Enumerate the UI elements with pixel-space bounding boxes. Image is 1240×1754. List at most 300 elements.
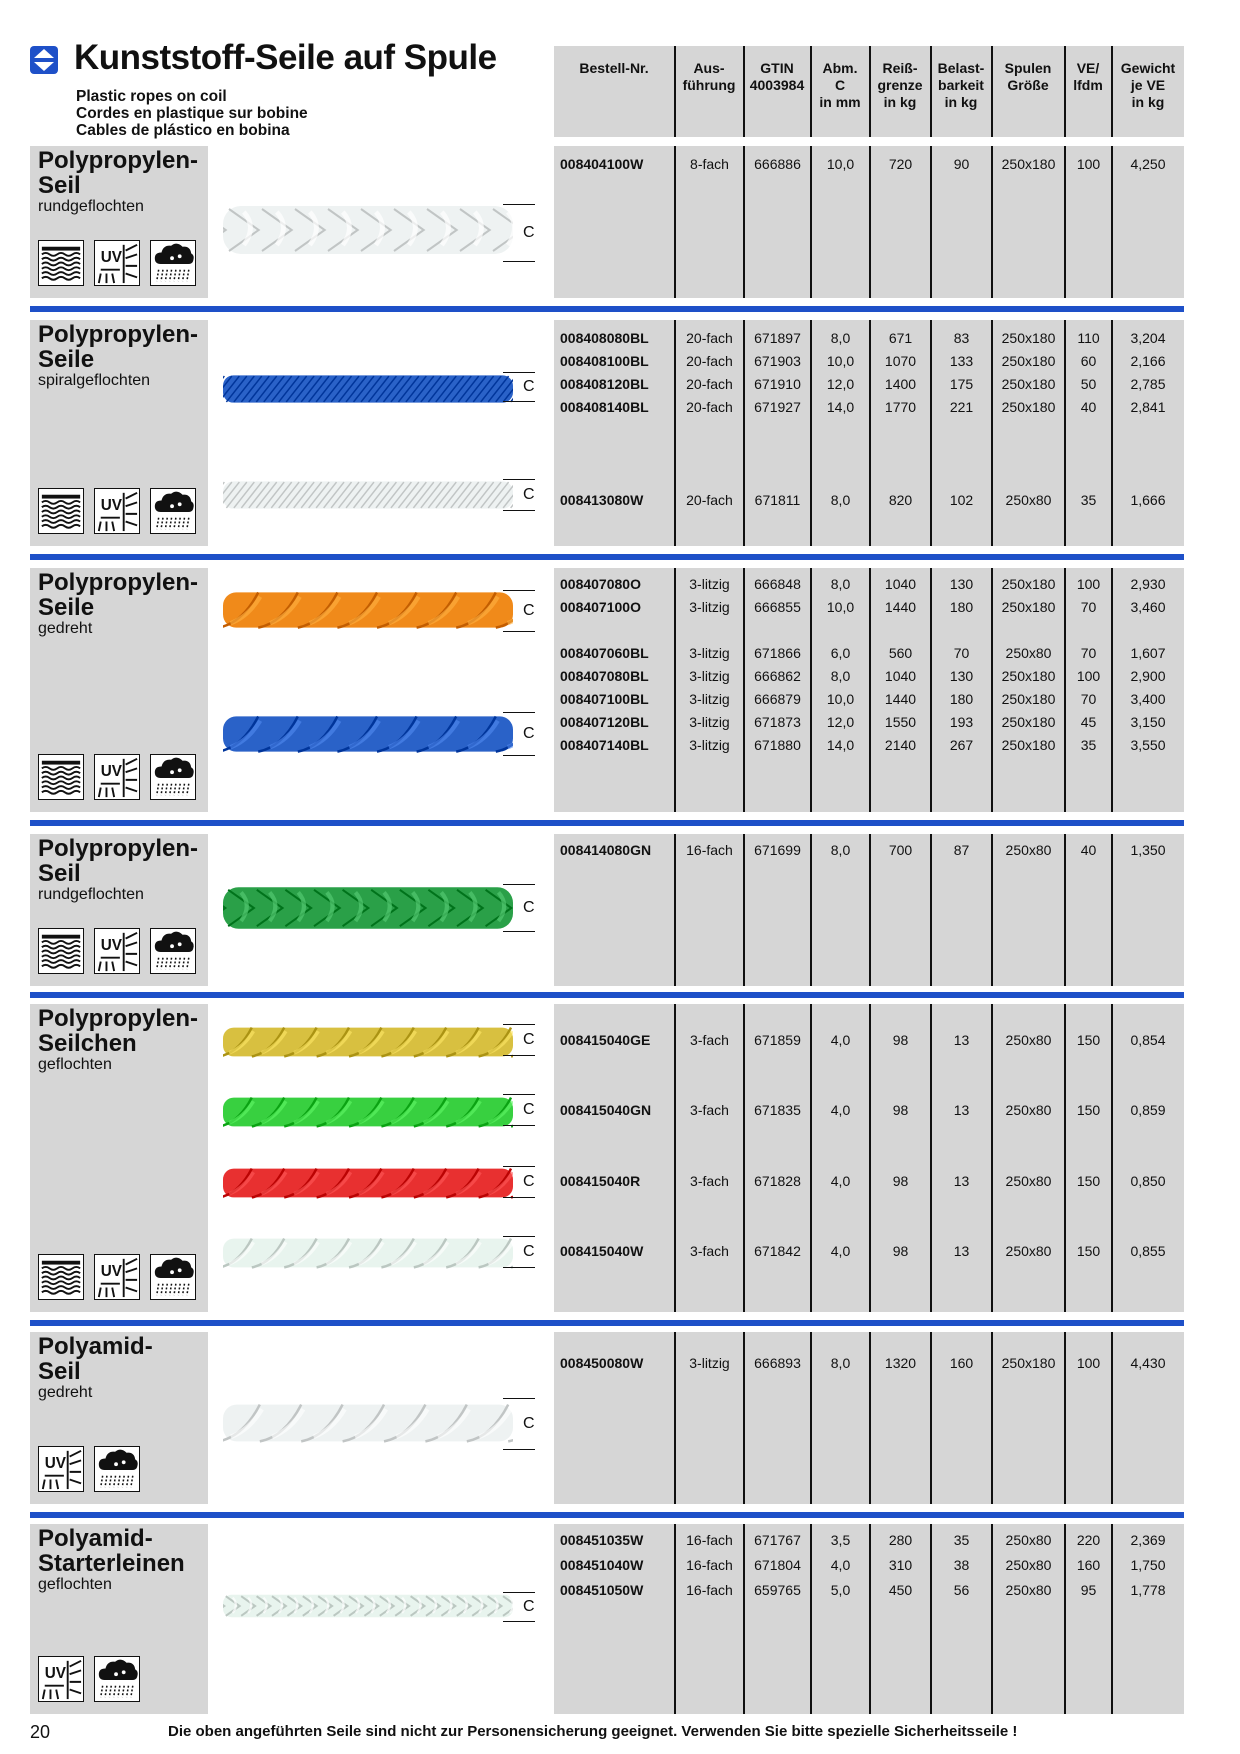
table-cell: 671910: [754, 376, 801, 392]
order-number: 008451050W: [560, 1582, 644, 1598]
table-cell: 3-litzig: [689, 668, 730, 684]
table-cell: 250x180: [1001, 576, 1056, 592]
table-cell: 820: [888, 492, 913, 508]
table-cell: 666879: [754, 691, 801, 707]
table-cell: 3-fach: [690, 1173, 729, 1189]
weather-resistant-icon: [150, 928, 196, 974]
section-title: Polyamid- Seil: [38, 1333, 153, 1385]
table-cell: 180: [949, 599, 974, 615]
dimension-bracket: [503, 1166, 535, 1198]
table-cell: 16-fach: [686, 842, 733, 858]
order-number: 008414080GN: [560, 842, 652, 858]
table-cell: 70: [1080, 691, 1097, 707]
table-cell: 16-fach: [686, 1532, 733, 1548]
table-cell: 1070: [884, 353, 917, 369]
brand-logo: [30, 46, 58, 74]
table-cell: 83: [953, 330, 970, 346]
table-cell: 2,841: [1130, 399, 1166, 415]
section-panel: [30, 568, 208, 812]
column-divider: [1111, 46, 1113, 137]
column-divider: [930, 1524, 932, 1714]
table-cell: 250x180: [1001, 156, 1056, 172]
table-cell: 3-fach: [690, 1032, 729, 1048]
order-number: 008415040R: [560, 1173, 641, 1189]
section-subtitle: gedreht: [38, 620, 93, 637]
th-load: [931, 60, 991, 111]
table-cell: 700: [888, 842, 913, 858]
table-cell: 95: [1080, 1582, 1097, 1598]
table-cell: 35: [953, 1532, 970, 1548]
table-cell: 175: [949, 376, 974, 392]
column-divider: [743, 46, 745, 137]
table-cell: 35: [1080, 492, 1097, 508]
table-cell: 20-fach: [686, 353, 733, 369]
table-cell: 671767: [754, 1532, 801, 1548]
dimension-bracket: [503, 712, 535, 756]
table-cell: 450: [888, 1582, 913, 1598]
column-divider: [1064, 46, 1066, 137]
order-number: 008408120BL: [560, 376, 649, 392]
water-resistant-icon: [38, 240, 84, 286]
weather-resistant-icon: [94, 1656, 140, 1702]
section-panel: [30, 320, 208, 546]
section-panel: [30, 1332, 208, 1504]
order-number: 008407080O: [560, 576, 641, 592]
section-title: Polypropylen- Seil: [38, 835, 199, 887]
table-cell: 280: [888, 1532, 913, 1548]
dimension-bracket: [503, 479, 535, 511]
order-number: 008415040W: [560, 1243, 644, 1259]
rope-image: [223, 1235, 513, 1271]
weather-resistant-icon: [150, 1254, 196, 1300]
table-cell: 98: [892, 1243, 909, 1259]
table-cell: 100: [1076, 576, 1101, 592]
subtitle-fr: Cordes en plastique sur bobine: [76, 105, 308, 122]
rope-image: [223, 372, 513, 406]
order-number: 008415040GN: [560, 1102, 652, 1118]
order-number: 008413080W: [560, 492, 644, 508]
table-cell: 1040: [884, 576, 917, 592]
table-cell: 250x180: [1001, 353, 1056, 369]
table-cell: 14,0: [826, 399, 855, 415]
section-subtitle: rundgeflochten: [38, 198, 144, 215]
table-cell: 1440: [884, 599, 917, 615]
table-cell: 3-litzig: [689, 599, 730, 615]
section-title: Polypropylen- Seilchen: [38, 1005, 199, 1057]
table-cell: 671927: [754, 399, 801, 415]
table-cell: 13: [953, 1173, 970, 1189]
dimension-label: C: [523, 1415, 535, 1432]
table-cell: 659765: [754, 1582, 801, 1598]
table-cell: 90: [953, 156, 970, 172]
section-title: Polyamid- Starterleinen: [38, 1525, 185, 1577]
column-divider: [743, 1524, 745, 1714]
table-cell: 0,855: [1130, 1243, 1166, 1259]
table-cell: 10,0: [826, 353, 855, 369]
section-subtitle: gedreht: [38, 1384, 93, 1401]
table-cell: 12,0: [826, 714, 855, 730]
dimension-label: C: [523, 602, 535, 619]
table-cell: 250x80: [1005, 1102, 1052, 1118]
table-cell: 1320: [884, 1355, 917, 1371]
table-cell: 13: [953, 1243, 970, 1259]
rope-image: [223, 1094, 513, 1130]
table-cell: 45: [1080, 714, 1097, 730]
rope-image: [223, 1592, 513, 1620]
column-divider: [810, 46, 812, 137]
table-cell: 8,0: [830, 668, 851, 684]
water-resistant-icon: [38, 754, 84, 800]
table-cell: 4,0: [830, 1243, 851, 1259]
section-separator: [30, 1320, 1184, 1326]
table-cell: 1550: [884, 714, 917, 730]
table-cell: 2,900: [1130, 668, 1166, 684]
table-cell: 310: [888, 1557, 913, 1573]
section-panel: [30, 1004, 208, 1312]
dimension-label: C: [523, 378, 535, 395]
table-cell: 20-fach: [686, 376, 733, 392]
table-cell: 180: [949, 691, 974, 707]
th-breaking: [870, 60, 930, 111]
column-divider: [991, 1004, 993, 1312]
table-cell: 100: [1076, 156, 1101, 172]
table-cell: 720: [888, 156, 913, 172]
table-cell: 3-litzig: [689, 737, 730, 753]
th-dim: [811, 60, 869, 111]
water-resistant-icon: [38, 488, 84, 534]
table-cell: 110: [1077, 330, 1100, 346]
table-cell: 671873: [754, 714, 801, 730]
column-divider: [810, 1524, 812, 1714]
table-cell: 250x180: [1001, 668, 1056, 684]
dimension-bracket: [503, 590, 535, 632]
table-cell: 250x180: [1001, 599, 1056, 615]
section-title: Polypropylen- Seil: [38, 147, 199, 199]
order-number: 008408140BL: [560, 399, 649, 415]
table-cell: 0,850: [1130, 1173, 1166, 1189]
table-cell: 1770: [884, 399, 917, 415]
dimension-bracket: [503, 1236, 535, 1268]
table-cell: 4,430: [1130, 1355, 1166, 1371]
order-number: 008407120BL: [560, 714, 649, 730]
table-cell: 10,0: [826, 599, 855, 615]
page-number: 20: [30, 1722, 51, 1742]
column-divider: [991, 46, 993, 137]
column-divider: [1064, 1004, 1066, 1312]
table-cell: 3-fach: [690, 1102, 729, 1118]
th-coil-text: Spulen Größe: [1004, 60, 1052, 93]
table-cell: 8,0: [830, 576, 851, 592]
table-cell: 16-fach: [686, 1557, 733, 1573]
table-cell: 671842: [754, 1243, 801, 1259]
rope-image: [223, 1024, 513, 1060]
th-gtin-text: GTIN 4003984: [749, 60, 805, 93]
weather-resistant-icon: [94, 1446, 140, 1492]
th-order-no: Bestell-Nr.: [579, 60, 649, 76]
section-title: Polypropylen- Seile: [38, 321, 199, 373]
order-number: 008407100O: [560, 599, 641, 615]
table-cell: 250x80: [1005, 1532, 1052, 1548]
table-cell: 1,750: [1130, 1557, 1166, 1573]
table-cell: 1,666: [1130, 492, 1166, 508]
table-cell: 40: [1080, 399, 1097, 415]
table-cell: 3,400: [1130, 691, 1166, 707]
th-pu: [1065, 60, 1111, 94]
table-cell: 3,204: [1130, 330, 1166, 346]
order-number: 008408080BL: [560, 330, 649, 346]
column-divider: [674, 46, 676, 137]
subtitle-en: Plastic ropes on coil: [76, 88, 227, 105]
table-cell: 3-litzig: [689, 645, 730, 661]
table-cell: 2,369: [1130, 1532, 1166, 1548]
table-cell: 20-fach: [686, 492, 733, 508]
table-cell: 3-litzig: [689, 714, 730, 730]
uv-resistant-icon: [94, 754, 140, 800]
section-subtitle: geflochten: [38, 1576, 112, 1593]
table-cell: 133: [949, 353, 974, 369]
weather-resistant-icon: [150, 754, 196, 800]
table-cell: 100: [1076, 1355, 1101, 1371]
rope-image: [223, 478, 513, 512]
column-divider: [869, 46, 871, 137]
order-number: 008404100W: [560, 156, 644, 172]
table-cell: 102: [949, 492, 974, 508]
table-cell: 130: [949, 576, 974, 592]
uv-resistant-icon: [38, 1446, 84, 1492]
column-divider: [1111, 1524, 1113, 1714]
table-cell: 1440: [884, 691, 917, 707]
table-cell: 250x180: [1001, 691, 1056, 707]
table-cell: 221: [949, 399, 974, 415]
table-cell: 250x180: [1001, 330, 1056, 346]
table-cell: 2140: [884, 737, 917, 753]
svg-text:UV: UV: [100, 497, 122, 515]
dimension-bracket: [503, 884, 535, 932]
dimension-label: C: [523, 1173, 535, 1190]
svg-text:UV: UV: [44, 1665, 66, 1683]
table-cell: 250x180: [1001, 737, 1056, 753]
section-panel: [30, 1524, 208, 1714]
table-cell: 671859: [754, 1032, 801, 1048]
table-cell: 4,0: [830, 1557, 851, 1573]
table-cell: 40: [1080, 842, 1097, 858]
table-cell: 250x180: [1001, 714, 1056, 730]
table-cell: 8,0: [830, 1355, 851, 1371]
subtitle-es: Cables de plástico en bobina: [76, 122, 290, 139]
table-cell: 671828: [754, 1173, 801, 1189]
table-cell: 1,350: [1130, 842, 1166, 858]
table-cell: 250x80: [1005, 1032, 1052, 1048]
table-cell: 250x180: [1001, 1355, 1056, 1371]
column-divider: [674, 1004, 676, 1312]
column-divider: [869, 1524, 871, 1714]
table-cell: 3,460: [1130, 599, 1166, 615]
order-number: 008407080BL: [560, 668, 649, 684]
weather-resistant-icon: [150, 488, 196, 534]
water-resistant-icon: [38, 1254, 84, 1300]
table-cell: 160: [949, 1355, 974, 1371]
table-cell: 98: [892, 1032, 909, 1048]
table-cell: 666886: [754, 156, 801, 172]
dimension-label: C: [523, 1101, 535, 1118]
th-execution-text: Aus- führung: [682, 60, 736, 93]
table-cell: 20-fach: [686, 330, 733, 346]
section-separator: [30, 820, 1184, 826]
column-divider: [930, 1004, 932, 1312]
dimension-bracket: [503, 204, 535, 262]
svg-text:UV: UV: [100, 249, 122, 267]
table-cell: 1,607: [1130, 645, 1166, 661]
dimension-bracket: [503, 1094, 535, 1126]
order-number: 008407060BL: [560, 645, 649, 661]
rope-image: [223, 1165, 513, 1201]
svg-text:UV: UV: [100, 937, 122, 955]
table-cell: 150: [1076, 1032, 1101, 1048]
table-cell: 150: [1076, 1173, 1101, 1189]
column-divider: [991, 1524, 993, 1714]
table-cell: 671811: [754, 492, 801, 508]
dimension-label: C: [523, 1598, 535, 1615]
th-dim-text: Abm. C in mm: [819, 60, 861, 110]
page-title: Kunststoff-Seile auf Spule: [74, 38, 497, 77]
dimension-bracket: [503, 372, 535, 402]
order-number: 008407140BL: [560, 737, 649, 753]
rope-image: [223, 588, 513, 632]
table-cell: 16-fach: [686, 1582, 733, 1598]
table-cell: 6,0: [830, 645, 851, 661]
table-cell: 3-litzig: [689, 1355, 730, 1371]
table-cell: 671880: [754, 737, 801, 753]
order-number: 008451035W: [560, 1532, 644, 1548]
rope-image: [223, 712, 513, 756]
dimension-label: C: [523, 1243, 535, 1260]
table-cell: 2,166: [1130, 353, 1166, 369]
th-weight-text: Gewicht je VE in kg: [1120, 60, 1176, 110]
table-cell: 666893: [754, 1355, 801, 1371]
order-number: 008408100BL: [560, 353, 649, 369]
table-cell: 2,785: [1130, 376, 1166, 392]
table-cell: 0,859: [1130, 1102, 1166, 1118]
table-cell: 4,250: [1130, 156, 1166, 172]
rope-image: [223, 200, 513, 260]
table-cell: 14,0: [826, 737, 855, 753]
svg-text:UV: UV: [100, 763, 122, 781]
section-separator: [30, 1512, 1184, 1518]
table-cell: 38: [953, 1557, 970, 1573]
table-cell: 130: [949, 668, 974, 684]
table-cell: 250x80: [1005, 1173, 1052, 1189]
section-subtitle: geflochten: [38, 1056, 112, 1073]
table-cell: 4,0: [830, 1102, 851, 1118]
section-panel: [30, 834, 208, 986]
table-cell: 666848: [754, 576, 801, 592]
table-cell: 150: [1076, 1102, 1101, 1118]
section-title: Polypropylen- Seile: [38, 569, 199, 621]
column-divider: [869, 1004, 871, 1312]
rope-image: [223, 1400, 513, 1446]
column-divider: [930, 46, 932, 137]
table-cell: 150: [1076, 1243, 1101, 1259]
column-divider: [810, 1004, 812, 1312]
column-divider: [674, 1524, 676, 1714]
table-cell: 1400: [884, 376, 917, 392]
table-cell: 13: [953, 1032, 970, 1048]
table-cell: 10,0: [826, 691, 855, 707]
table-cell: 250x80: [1005, 842, 1052, 858]
svg-text:UV: UV: [44, 1455, 66, 1473]
table-cell: 0,854: [1130, 1032, 1166, 1048]
table-cell: 3,5: [830, 1532, 851, 1548]
column-divider: [743, 1004, 745, 1312]
order-number: 008415040GE: [560, 1032, 651, 1048]
table-cell: 70: [953, 645, 970, 661]
table-cell: 3,550: [1130, 737, 1166, 753]
table-cell: 60: [1080, 353, 1097, 369]
section-separator: [30, 992, 1184, 998]
th-coil: [992, 60, 1064, 94]
column-divider: [1064, 1524, 1066, 1714]
table-cell: 1,778: [1130, 1582, 1166, 1598]
table-cell: 13: [953, 1102, 970, 1118]
table-cell: 56: [953, 1582, 970, 1598]
th-execution: [675, 60, 743, 94]
table-cell: 3-litzig: [689, 691, 730, 707]
table-cell: 193: [949, 714, 974, 730]
table-cell: 4,0: [830, 1032, 851, 1048]
table-cell: 3-fach: [690, 1243, 729, 1259]
table-cell: 666862: [754, 668, 801, 684]
uv-resistant-icon: [94, 928, 140, 974]
table-cell: 250x80: [1005, 1243, 1052, 1259]
dimension-label: C: [523, 486, 535, 503]
column-divider: [1111, 1004, 1113, 1312]
table-cell: 8,0: [830, 842, 851, 858]
table-cell: 5,0: [830, 1582, 851, 1598]
table-cell: 671699: [754, 842, 801, 858]
section-separator: [30, 554, 1184, 560]
dimension-label: C: [523, 725, 535, 742]
table-cell: 220: [1076, 1532, 1101, 1548]
weather-resistant-icon: [150, 240, 196, 286]
table-cell: 20-fach: [686, 399, 733, 415]
table-cell: 10,0: [826, 156, 855, 172]
table-cell: 8,0: [830, 492, 851, 508]
dimension-bracket: [503, 1024, 535, 1056]
dimension-label: C: [523, 1031, 535, 1048]
table-cell: 35: [1080, 737, 1097, 753]
rope-image: [223, 882, 513, 934]
th-load-text: Belast- barkeit in kg: [937, 60, 985, 110]
table-cell: 671897: [754, 330, 801, 346]
table-cell: 98: [892, 1102, 909, 1118]
table-cell: 671: [888, 330, 913, 346]
dimension-label: C: [523, 899, 535, 916]
table-cell: 560: [888, 645, 913, 661]
order-number: 008451040W: [560, 1557, 644, 1573]
table-cell: 4,0: [830, 1173, 851, 1189]
table-cell: 2,930: [1130, 576, 1166, 592]
section-separator: [30, 306, 1184, 312]
dimension-bracket: [503, 1592, 535, 1622]
th-gtin: [744, 60, 810, 94]
table-cell: 250x80: [1005, 645, 1052, 661]
order-number: 008407100BL: [560, 691, 649, 707]
table-cell: 1040: [884, 668, 917, 684]
dimension-bracket: [503, 1398, 535, 1450]
table-cell: 671835: [754, 1102, 801, 1118]
svg-text:UV: UV: [100, 1263, 122, 1281]
table-cell: 250x180: [1001, 376, 1056, 392]
